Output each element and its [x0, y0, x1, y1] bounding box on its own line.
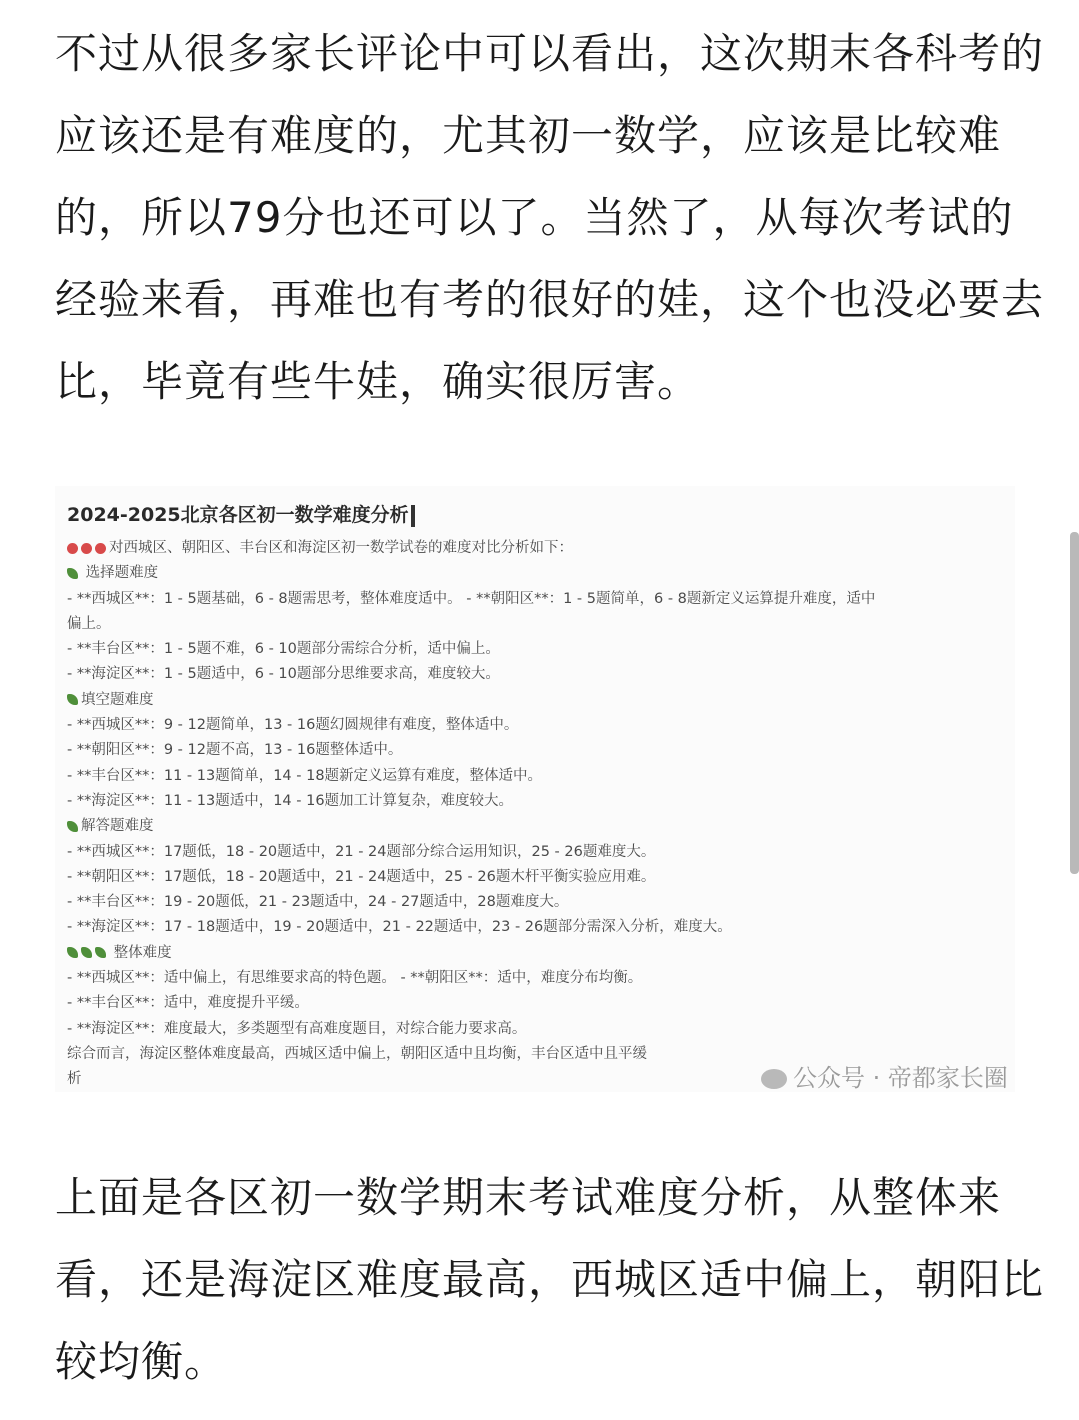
analysis-line	[67, 764, 1007, 789]
watermark-text: 公众号 · 帝都家长圈	[793, 1064, 1008, 1092]
analysis-line-text: 整体难度	[109, 944, 172, 961]
leaf-icon	[67, 694, 78, 705]
analysis-line	[67, 637, 1007, 662]
analysis-line	[67, 814, 1007, 839]
analysis-line	[67, 536, 1007, 561]
analysis-line	[67, 561, 1007, 586]
analysis-line	[67, 865, 1007, 890]
analysis-line-text: - **西城区**：适中偏上，有思维要求高的特色题。 - **朝阳区**：适中，难度分布均衡。	[67, 970, 643, 987]
analysis-line-text: - **丰台区**：1 - 5题不难，6 - 10题部分需综合分析，适中偏上。	[67, 641, 500, 658]
text-cursor-icon	[411, 505, 415, 527]
analysis-line	[67, 688, 1007, 713]
analysis-line-text: 对西城区、朝阳区、丰台区和海淀区初一数学试卷的难度对比分析如下：	[109, 540, 573, 556]
analysis-line-text: 填空题难度	[81, 691, 154, 708]
analysis-line	[67, 840, 1007, 865]
analysis-line-text: - **丰台区**：适中，难度提升平缓。	[67, 995, 309, 1012]
analysis-line-text: 析	[67, 1071, 82, 1088]
analysis-line-text: 解答题难度	[81, 818, 154, 835]
analysis-line	[67, 966, 1007, 991]
analysis-line-text: - **西城区**：9 - 12题简单，13 - 16题幻圆规律有难度，整体适中。	[67, 717, 519, 734]
analysis-line	[67, 738, 1007, 763]
analysis-lines	[67, 536, 1007, 1092]
apple-icon	[81, 543, 92, 554]
analysis-line	[67, 789, 1007, 814]
analysis-line	[67, 713, 1007, 738]
analysis-line-text: - **海淀区**：17 - 18题适中，19 - 20题适中，21 - 22题适中，23 - 26题部分需深入分析，难度大。	[67, 919, 732, 936]
analysis-line	[67, 890, 1007, 915]
analysis-line	[67, 587, 1007, 612]
analysis-line-text: - **海淀区**：11 - 13题适中，14 - 16题加工计算复杂，难度较大。	[67, 792, 514, 809]
leaf-icon	[67, 947, 78, 958]
analysis-line-text: - **西城区**：1 - 5题基础，6 - 8题需思考，整体难度适中。 - **朝阳区**：1 - 5题简单，6 - 8题新定义运算提升难度，适中	[67, 590, 876, 607]
analysis-line-text: - **海淀区**：难度最大，多类题型有高难度题目，对综合能力要求高。	[67, 1020, 527, 1037]
scrollbar[interactable]	[1070, 532, 1079, 874]
analysis-line	[67, 662, 1007, 687]
conclusion-paragraph: 上面是各区初一数学期末考试难度分析，从整体来看，还是海淀区难度最高，西城区适中偏上，朝阳比较均衡。	[55, 1173, 1045, 1386]
analysis-line	[67, 991, 1007, 1016]
wechat-icon	[761, 1069, 787, 1089]
analysis-line-text: 综合而言，海淀区整体难度最高，西城区适中偏上，朝阳区适中且均衡，丰台区适中且平缓	[67, 1045, 647, 1062]
analysis-line	[67, 1017, 1007, 1042]
image-title-text: 2024-2025北京各区初一数学难度分析	[67, 504, 409, 526]
intro-paragraph: 不过从很多家长评论中可以看出，这次期末各科考的应该还是有难度的，尤其初一数学，应该是比较难的，所以79分也还可以了。当然了，从每次考试的经验来看，再难也有考的很好的娃，这个也没必要去比，毕竟有些牛娃，确实很厉害。	[55, 29, 1045, 406]
analysis-line-text: - **朝阳区**：17题低，18 - 20题适中，21 - 24题适中，25 - 26题木杆平衡实验应用难。	[67, 868, 656, 885]
leaf-icon	[81, 947, 92, 958]
leaf-icon	[95, 947, 106, 958]
analysis-line-text: - **丰台区**：19 - 20题低，21 - 23题适中，24 - 27题适中，28题难度大。	[67, 894, 569, 911]
analysis-line	[67, 612, 1007, 637]
analysis-line	[67, 941, 1007, 966]
apple-icon	[67, 543, 78, 554]
image-title	[67, 500, 415, 527]
embedded-analysis-image	[55, 486, 1015, 1092]
analysis-line	[67, 915, 1007, 940]
leaf-icon	[67, 821, 78, 832]
analysis-line-text: - **海淀区**：1 - 5题适中，6 - 10题部分思维要求高，难度较大。	[67, 666, 500, 683]
analysis-line-text: - **朝阳区**：9 - 12题不高，13 - 16题整体适中。	[67, 742, 403, 759]
analysis-line-text: - **丰台区**：11 - 13题简单，14 - 18题新定义运算有难度，整体适中。	[67, 767, 543, 784]
analysis-line-text: - **西城区**：17题低，18 - 20题适中，21 - 24题部分综合运用知识，25 - 26题难度大。	[67, 843, 656, 860]
leaf-icon	[67, 568, 78, 579]
analysis-line-text: 偏上。	[67, 615, 111, 632]
analysis-line-text: 选择题难度	[81, 565, 159, 582]
watermark	[761, 1058, 1008, 1092]
apple-icon	[95, 543, 106, 554]
